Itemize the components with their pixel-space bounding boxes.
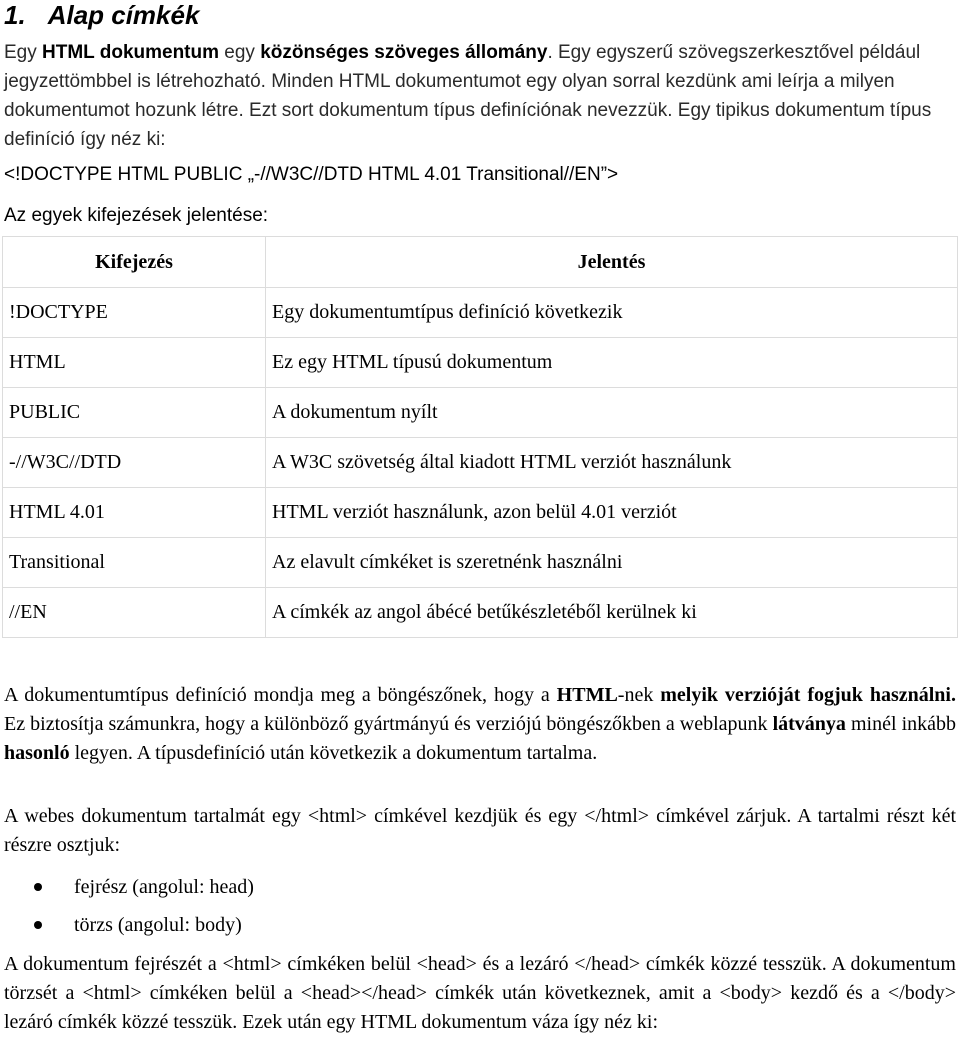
bold-similar: hasonló (4, 742, 70, 764)
table-row (3, 538, 958, 588)
bullet-icon (34, 883, 42, 891)
head-body-paragraph: A dokumentum fejrészét a <html> címkéken belül <head> és a lezáró </head> címkék közzé tesszük. A dokumentum törzsét a <html> címkéken belül a <head></head> címkék után következnek, amit a <body> kezdő és a </body> lezáró címkék közzé tesszük. Ezek után egy HTML dokumentum váza így néz ki: (4, 953, 956, 1033)
list-item (0, 868, 254, 906)
intro-bold-html-document: HTML dokumentum (42, 42, 220, 63)
doctype-example: <!DOCTYPE HTML PUBLIC „-//W3C//DTD HTML 4.01 Transitional//EN”> (4, 164, 619, 185)
term-cell: Transitional (3, 538, 266, 588)
intro-paragraph (4, 38, 956, 154)
term-cell: //EN (3, 588, 266, 638)
paragraph-text: A dokumentumtípus definíció mondja meg a böngészőnek, hogy a (4, 684, 557, 706)
paragraph-text: -nek (617, 684, 661, 706)
bullet-icon (34, 921, 42, 929)
paragraph-text: legyen. A típusdefiníció után következik a dokumentum tartalma. (69, 742, 598, 764)
meaning-cell: HTML verziót használunk, azon belül 4.01 verziót (266, 488, 958, 538)
list-item (0, 906, 254, 944)
list-item-label: fejrész (angolul: head) (74, 876, 254, 898)
bold-html: HTML (556, 684, 618, 706)
intro-text: Egy (4, 42, 43, 63)
table-row (3, 338, 958, 388)
terms-table (2, 236, 958, 638)
meaning-cell: Ez egy HTML típusú dokumentum (266, 338, 958, 388)
intro-text: . Egy egyszerű szövegszerkesztővel például jegyzettömbbel is létrehozható. Minden HTML dokumentumot egy olyan sorral kezdünk ami leírja a milyen dokumentumot hozunk létre. Ezt sort dokumentum típus definíciónak nevezzük. Egy tipikus dokumentum típus definíció így néz ki: (4, 42, 932, 150)
table-row (3, 488, 958, 538)
term-cell: -//W3C//DTD (3, 438, 266, 488)
meaning-cell: Az elavult címkéket is szeretnénk használni (266, 538, 958, 588)
paragraph-text: Ez biztosítja számunkra, hogy a különböző gyártmányú és verziójú böngészőkben a weblapunk (4, 713, 773, 735)
meaning-intro: Az egyek kifejezések jelentése: (4, 205, 269, 226)
table-row (3, 288, 958, 338)
section-title: Alap címkék (47, 0, 200, 30)
table-row (3, 388, 958, 438)
term-cell: PUBLIC (3, 388, 266, 438)
html-tag-paragraph: A webes dokumentum tartalmát egy <html> címkével kezdjük és egy </html> címkével zárjuk. A tartalmi részt két részre osztjuk: (4, 805, 956, 856)
meaning-cell: A címkék az angol ábécé betűkészletéből kerülnek ki (266, 588, 958, 638)
section-number: 1. (4, 0, 26, 30)
bold-appearance: látványa (772, 713, 846, 735)
meaning-cell: Egy dokumentumtípus definíció következik (266, 288, 958, 338)
document-parts-list (0, 868, 254, 944)
meaning-cell: A dokumentum nyílt (266, 388, 958, 438)
intro-text: egy (219, 42, 261, 63)
column-header-meaning: Jelentés (266, 237, 958, 288)
term-cell: HTML 4.01 (3, 488, 266, 538)
table-row (3, 588, 958, 638)
section-heading (4, 0, 199, 32)
table-row (3, 438, 958, 488)
table-header-row (3, 237, 958, 288)
term-cell: !DOCTYPE (3, 288, 266, 338)
column-header-expression: Kifejezés (3, 237, 266, 288)
intro-bold-plain-text-file: közönséges szöveges állomány (260, 42, 548, 63)
doctype-explanation-paragraph (4, 681, 956, 768)
meaning-cell: A W3C szövetség által kiadott HTML verziót használunk (266, 438, 958, 488)
bold-which-version: melyik verzióját fogjuk használni. (660, 684, 956, 706)
list-item-label: törzs (angolul: body) (74, 914, 242, 936)
paragraph-text: minél inkább (845, 713, 956, 735)
term-cell: HTML (3, 338, 266, 388)
